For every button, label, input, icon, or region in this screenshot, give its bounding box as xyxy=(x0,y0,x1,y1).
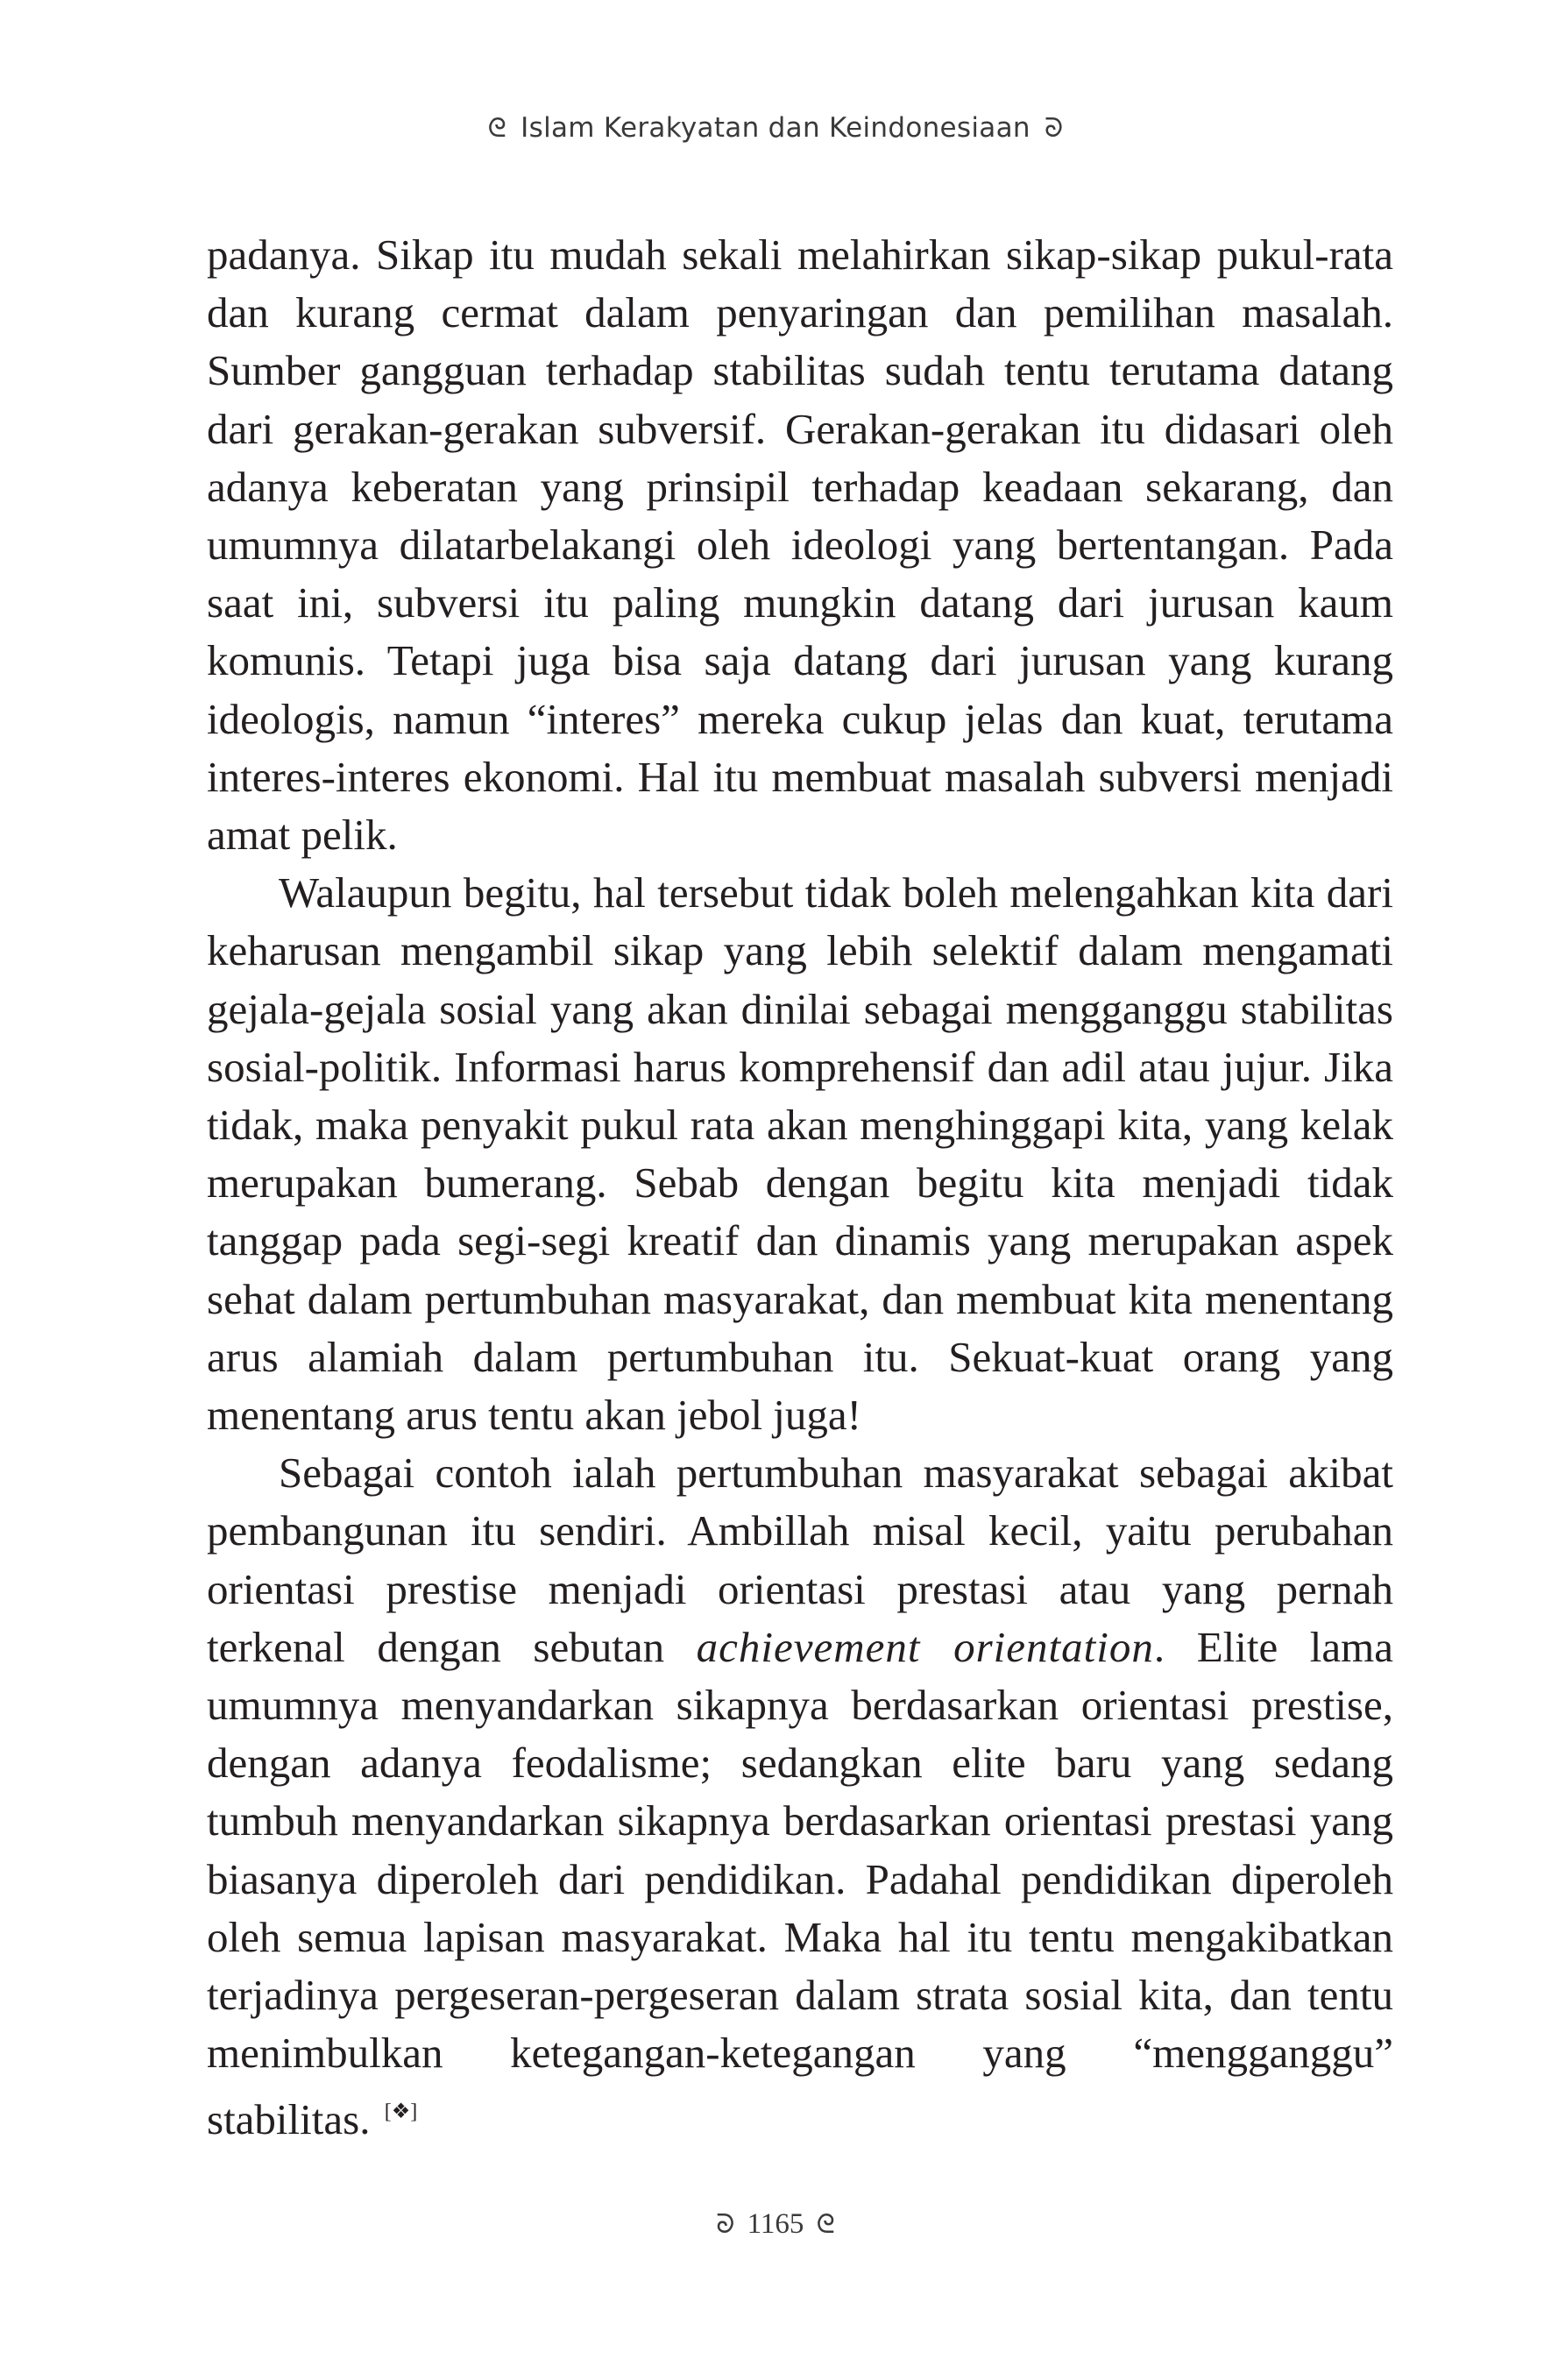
paragraph-3 xyxy=(207,1444,1393,2148)
italic-term: achievement orientation xyxy=(696,1622,1154,1671)
paragraph-2: Walaupun begitu, hal tersebut tidak boleh melengahkan kita dari keharusan mengambil sikap yang lebih selektif dalam mengamati gejala-gejala sosial yang akan dinilai sebagai mengganggu stabilitas sosial-politik. Informasi harus komprehensif dan adil atau jujur. Jika tidak, maka penyakit pukul rata akan menghinggapi kita, yang kelak merupakan bumerang. Sebab dengan begitu kita menjadi tidak tanggap pada segi-segi kreatif dan dinamis yang merupakan aspek sehat dalam pertumbuhan masyarakat, dan membuat kita menentang arus alamiah dalam pertumbuhan itu. Sekuat-kuat orang yang menentang arus tentu akan jebol juga! xyxy=(207,868,1393,1440)
footer-ornament-right-icon: ᘓ xyxy=(816,2209,835,2240)
page-footer xyxy=(0,2208,1551,2241)
footer-ornament-left-icon: ᘐ xyxy=(716,2209,735,2240)
paragraph-1: padanya. Sikap itu mudah sekali melahirkan sikap-sikap pukul-rata dan kurang cermat dalam penyaringan dan pemilihan masalah. Sumber gangguan terhadap stabilitas sudah tentu terutama datang dari gerakan-gerakan subversif. Gerakan-gerakan itu didasari oleh adanya keberatan yang prinsipil terhadap keadaan sekarang, dan umumnya dilatarbelakangi oleh ideologi yang bertentangan. Pada saat ini, subversi itu paling mungkin datang dari jurusan kaum komunis. Tetapi juga bisa saja datang dari jurusan yang kurang ideologis, namun “interes” mereka cukup jelas dan kuat, terutama interes-interes ekonomi. Hal itu membuat masalah subversi menjadi amat pelik. xyxy=(207,230,1393,860)
running-header xyxy=(0,112,1551,144)
book-title: Islam Kerakyatan dan Keindonesiaan xyxy=(521,112,1030,144)
paragraph-3-text-after: . Elite lama umumnya menyandarkan sikapnya berdasarkan orientasi prestise, dengan adanya feodalisme; sedangkan elite baru yang sedang tumbuh menyandarkan sikapnya berdasarkan orientasi prestasi yang biasanya diperoleh dari pendidikan. Padahal pendidikan diperoleh oleh semua lapisan masyarakat. Maka hal itu tentu mengakibatkan terjadinya pergeseran-pergeseran dalam strata sosial kita, dan tentu menimbulkan ketegangan-ketegangan yang “mengganggu” stabilitas. xyxy=(207,1622,1394,2143)
ornament-left-icon: ᘓ xyxy=(487,113,507,144)
body-text xyxy=(207,226,1393,2149)
paragraph-3-text-before: Sebagai contoh ialah pertumbuhan masyarakat sebagai akibat pembangunan itu sendiri. Ambillah misal kecil, yaitu perubahan orientasi prestise menjadi orientasi prestasi atau yang pernah terkenal dengan sebutan xyxy=(207,1449,1393,1671)
ornament-right-icon: ᘐ xyxy=(1044,113,1064,144)
end-mark-icon: [❖] xyxy=(384,2100,418,2123)
page-number: 1165 xyxy=(747,2208,804,2240)
